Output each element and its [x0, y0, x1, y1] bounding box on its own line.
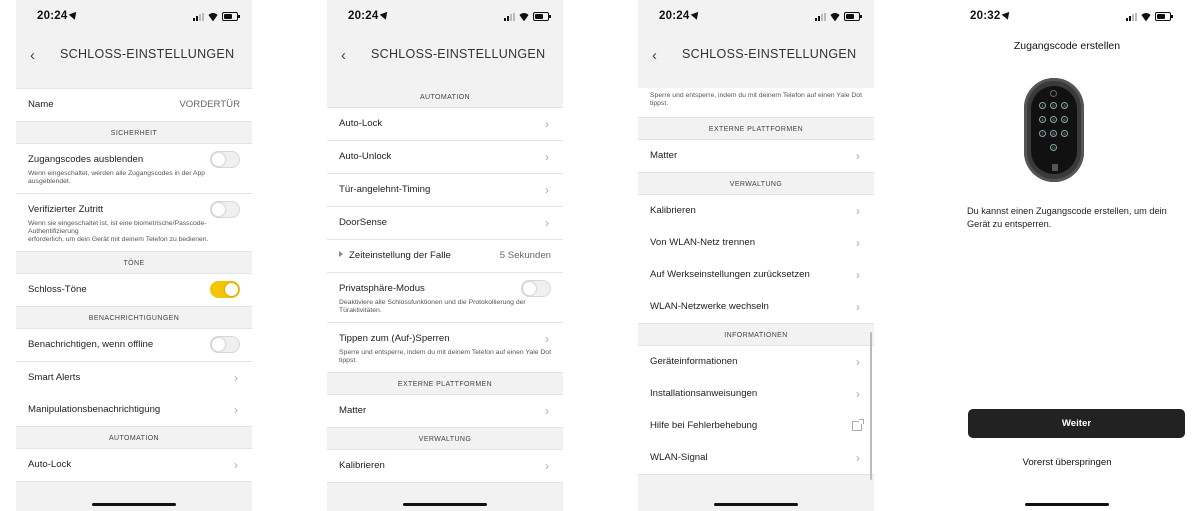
phone-screen-lock-settings-3	[638, 0, 874, 511]
tamper-notification-label: Manipulationsbenachrichtigung	[28, 404, 161, 415]
chevron-right-icon: ›	[856, 355, 860, 369]
section-header-automation: AUTOMATION	[16, 427, 252, 449]
status-icons	[504, 12, 549, 21]
keypad-face	[1031, 86, 1077, 174]
switch-wifi-label: WLAN-Netzwerke wechseln	[650, 301, 769, 312]
lock-tones-label: Schloss-Töne	[28, 284, 87, 295]
external-link-icon	[852, 421, 862, 431]
switch-wifi-row[interactable]	[638, 291, 874, 324]
home-indicator[interactable]	[1025, 503, 1109, 506]
latch-timing-row[interactable]	[327, 240, 563, 273]
wifi-icon	[1141, 13, 1151, 21]
chevron-right-icon: ›	[856, 451, 860, 465]
privacy-mode-toggle[interactable]	[521, 280, 551, 297]
name-value: VORDERTÜR	[179, 99, 240, 110]
keypad-digit: 4	[1039, 116, 1046, 123]
latch-timing-label: Zeiteinstellung der Falle	[349, 250, 451, 261]
chevron-right-icon: ›	[234, 458, 238, 472]
tap-to-lock-row[interactable]	[327, 323, 563, 373]
notify-offline-toggle[interactable]	[210, 336, 240, 353]
calibrate-row[interactable]	[638, 195, 874, 227]
phone-screen-create-code	[949, 0, 1185, 511]
auto-unlock-label: Auto-Unlock	[339, 151, 392, 162]
tap-to-lock-note: Sperre und entsperre, indem du mit deinem Telefon auf einen Yale Dot tippst.	[638, 88, 874, 118]
verified-access-row	[16, 194, 252, 252]
chevron-right-icon: ›	[545, 183, 549, 197]
chevron-right-icon: ›	[234, 371, 238, 385]
keypad-digit: 5	[1050, 116, 1057, 123]
phone-screen-lock-settings-2	[327, 0, 563, 511]
chevron-right-icon: ›	[545, 404, 549, 418]
wifi-icon	[519, 13, 529, 21]
wifi-signal-label: WLAN-Signal	[650, 452, 708, 463]
matter-row[interactable]	[327, 395, 563, 428]
calibrate-row[interactable]	[327, 450, 563, 483]
keypad-digit: 7	[1039, 130, 1046, 137]
chevron-right-icon: ›	[856, 268, 860, 282]
auto-lock-row[interactable]	[16, 449, 252, 482]
nav-header	[16, 36, 252, 88]
home-indicator[interactable]	[403, 503, 487, 506]
chevron-left-icon[interactable]: ‹	[30, 47, 35, 64]
chevron-left-icon[interactable]: ‹	[652, 47, 657, 64]
location-arrow-icon	[691, 9, 702, 20]
continue-button[interactable]: Weiter	[968, 409, 1185, 438]
privacy-mode-row	[327, 273, 563, 323]
status-bar	[327, 0, 563, 36]
section-header-external-platforms: EXTERNE PLATTFORMEN	[638, 118, 874, 140]
tamper-notification-row[interactable]	[16, 394, 252, 427]
section-header-external-platforms: EXTERNE PLATTFORMEN	[327, 373, 563, 395]
status-icons	[815, 12, 860, 21]
settings-list	[327, 88, 563, 483]
chevron-right-icon: ›	[545, 117, 549, 131]
chevron-right-icon: ›	[545, 332, 549, 346]
verified-access-label: Verifizierter Zutritt	[28, 204, 104, 215]
chevron-right-icon: ›	[856, 204, 860, 218]
nav-header	[327, 36, 563, 88]
factory-reset-label: Auf Werkseinstellungen zurücksetzen	[650, 269, 810, 280]
page-title: SCHLOSS-EINSTELLUNGEN	[60, 47, 235, 61]
signal-icon	[504, 13, 515, 21]
status-time: 20:24	[348, 10, 389, 22]
disconnect-wifi-label: Von WLAN-Netz trennen	[650, 237, 756, 248]
matter-row[interactable]	[638, 140, 874, 173]
section-header-automation: AUTOMATION	[327, 88, 563, 108]
home-indicator[interactable]	[92, 503, 176, 506]
keypad-digit: 8	[1050, 130, 1057, 137]
expand-triangle-icon	[339, 251, 343, 257]
location-arrow-icon	[1002, 9, 1013, 20]
section-header-tones: TÖNE	[16, 252, 252, 274]
wifi-signal-row[interactable]	[638, 442, 874, 475]
troubleshooting-row[interactable]	[638, 410, 874, 442]
chevron-left-icon[interactable]: ‹	[341, 47, 346, 64]
description-text: Du kannst einen Zugangscode erstellen, um dein Gerät zu entsperren.	[967, 206, 1167, 229]
skip-link[interactable]: Vorerst überspringen	[1022, 457, 1112, 468]
page-title: SCHLOSS-EINSTELLUNGEN	[682, 47, 857, 61]
status-time: 20:32	[970, 10, 1011, 22]
location-arrow-icon	[69, 9, 80, 20]
status-bar	[638, 0, 874, 36]
chevron-right-icon: ›	[856, 149, 860, 163]
battery-icon	[222, 12, 238, 21]
door-ajar-label: Tür-angelehnt-Timing	[339, 184, 431, 195]
chevron-right-icon: ›	[545, 216, 549, 230]
chevron-right-icon: ›	[545, 459, 549, 473]
tap-to-lock-label: Tippen zum (Auf-)Sperren	[339, 333, 450, 344]
page-title: Zugangscode erstellen	[1013, 40, 1121, 52]
lock-tones-row	[16, 274, 252, 307]
hide-codes-note: Wenn eingeschaltet, werden alle Zugangscodes in der App ausgeblendet.	[28, 170, 206, 185]
status-bar	[949, 0, 1185, 36]
chevron-right-icon: ›	[545, 150, 549, 164]
wifi-icon	[208, 13, 218, 21]
settings-list	[16, 88, 252, 482]
install-instructions-row[interactable]	[638, 378, 874, 410]
status-icons	[193, 12, 238, 21]
notify-offline-row	[16, 329, 252, 362]
factory-reset-row[interactable]	[638, 259, 874, 291]
scrollbar[interactable]	[870, 332, 872, 480]
keypad-digit: 0	[1050, 144, 1057, 151]
signal-icon	[815, 13, 826, 21]
notify-offline-label: Benachrichtigen, wenn offline	[28, 339, 154, 350]
nav-header	[638, 36, 874, 88]
auto-unlock-row[interactable]	[327, 141, 563, 174]
chevron-right-icon: ›	[856, 387, 860, 401]
privacy-mode-label: Privatsphäre-Modus	[339, 283, 425, 294]
hide-codes-row	[16, 144, 252, 194]
name-label: Name	[28, 99, 54, 110]
tap-to-lock-note: Sperre und entsperre, indem du mit deinem Telefon auf einen Yale Dot tippst.	[339, 349, 551, 364]
settings-list	[638, 88, 874, 475]
section-header-info: INFORMATIONEN	[638, 324, 874, 346]
smart-alerts-row[interactable]	[16, 362, 252, 394]
auto-lock-label: Auto-Lock	[28, 459, 72, 470]
disconnect-wifi-row[interactable]	[638, 227, 874, 259]
lock-tones-toggle[interactable]	[210, 281, 240, 298]
keypad-digit: 2	[1050, 102, 1057, 109]
calibrate-label: Kalibrieren	[339, 460, 385, 471]
status-time: 20:24	[37, 10, 78, 22]
section-header-security: SICHERHEIT	[16, 122, 252, 144]
home-indicator[interactable]	[714, 503, 798, 506]
device-info-label: Geräteinformationen	[650, 356, 738, 367]
name-row[interactable]	[16, 88, 252, 122]
signal-icon	[193, 13, 204, 21]
smart-lock-keypad-image	[1024, 78, 1084, 182]
chevron-right-icon: ›	[856, 300, 860, 314]
latch-timing-value: 5 Sekunden	[499, 250, 551, 261]
chevron-right-icon: ›	[234, 403, 238, 417]
signal-icon	[1126, 13, 1137, 21]
doorsense-label: DoorSense	[339, 217, 387, 228]
matter-label: Matter	[650, 150, 678, 161]
camera-dot	[1050, 90, 1057, 97]
verified-access-toggle[interactable]	[210, 201, 240, 218]
keypad-digit: 3	[1061, 102, 1068, 109]
troubleshooting-label: Hilfe bei Fehlerbehebung	[650, 420, 758, 431]
doorsense-row[interactable]	[327, 207, 563, 240]
status-bar	[16, 0, 252, 36]
keypad-digit: 1	[1039, 102, 1046, 109]
device-info-row[interactable]	[638, 346, 874, 378]
keypad-digit: 6	[1061, 116, 1068, 123]
phone-screen-lock-settings-1	[16, 0, 252, 511]
battery-icon	[533, 12, 549, 21]
section-header-notifications: BENACHRICHTIGUNGEN	[16, 307, 252, 329]
install-instructions-label: Installationsanweisungen	[650, 388, 758, 399]
section-header-management: VERWALTUNG	[327, 428, 563, 450]
section-header-management: VERWALTUNG	[638, 173, 874, 195]
lock-button-icon	[1052, 164, 1058, 171]
matter-label: Matter	[339, 405, 367, 416]
door-ajar-row[interactable]	[327, 174, 563, 207]
hide-codes-toggle[interactable]	[210, 151, 240, 168]
wifi-icon	[830, 13, 840, 21]
privacy-mode-note: Deaktiviere alle Schlossfunktionen und die Protokollierung der Türaktivitäten.	[339, 299, 526, 314]
page-title: SCHLOSS-EINSTELLUNGEN	[371, 47, 546, 61]
auto-lock-label: Auto-Lock	[339, 118, 383, 129]
chevron-right-icon: ›	[856, 236, 860, 250]
status-time: 20:24	[659, 10, 700, 22]
calibrate-label: Kalibrieren	[650, 205, 696, 216]
auto-lock-row[interactable]	[327, 108, 563, 141]
status-icons	[1126, 12, 1171, 21]
smart-alerts-label: Smart Alerts	[28, 372, 81, 383]
hide-codes-label: Zugangscodes ausblenden	[28, 154, 144, 165]
location-arrow-icon	[380, 9, 391, 20]
keypad-digit: 9	[1061, 130, 1068, 137]
battery-icon	[1155, 12, 1171, 21]
battery-icon	[844, 12, 860, 21]
verified-access-note: Wenn sie eingeschaltet ist, ist eine biometrische/Passcode-Authentifizierung erforderlich, um dein Gerät mit deinem Telefon zu bedienen.	[28, 220, 209, 243]
